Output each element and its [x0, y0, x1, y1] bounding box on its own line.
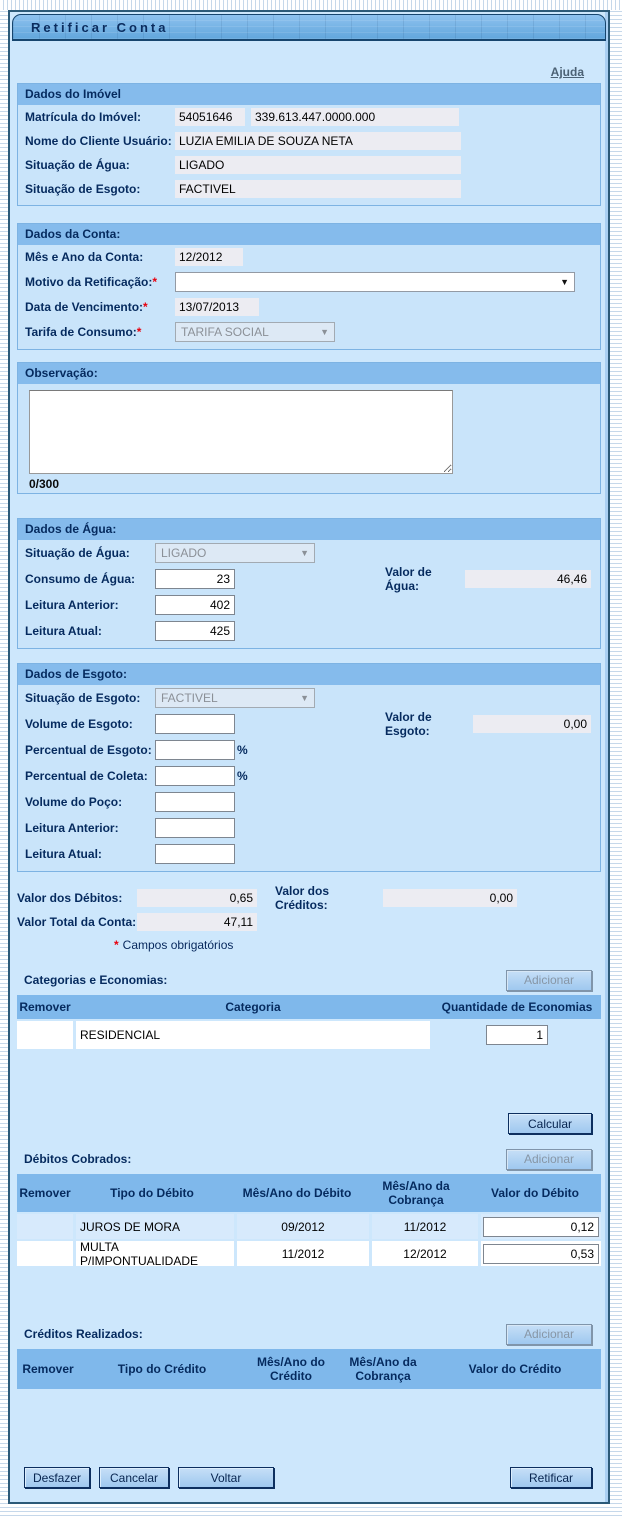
- agua-leitura-atual-label: Leitura Atual:: [25, 624, 102, 638]
- categoria-quantidade-cell: [433, 1021, 601, 1049]
- categorias-header-quantidade: Quantidade de Economias: [441, 1000, 593, 1014]
- section-dados-agua-title: Dados de Água:: [18, 519, 600, 540]
- esgoto-leitura-anterior-input[interactable]: [155, 818, 235, 838]
- section-dados-imovel: [17, 83, 601, 206]
- esgoto-situacao-selected: FACTIVEL: [161, 691, 218, 705]
- mes-ano-conta-row: [18, 245, 600, 269]
- categorias-header-remover: Remover: [19, 1000, 71, 1014]
- valor-total-value: 47,11: [137, 913, 257, 931]
- valor-debitos-value: 0,65: [137, 889, 257, 907]
- valor-creditos-label: Valor dos Créditos:: [275, 884, 330, 912]
- creditos-bar: [10, 1322, 608, 1346]
- agua-situacao-selected: LIGADO: [161, 546, 207, 560]
- debito-tipo-cell: MULTA P/IMPONTUALIDADE: [76, 1241, 234, 1266]
- categoria-remover-cell[interactable]: [17, 1021, 73, 1049]
- debitos-table-row: [17, 1214, 601, 1239]
- cliente-value: LUZIA EMILIA DE SOUZA NETA: [175, 132, 461, 150]
- debito-remover-cell[interactable]: [17, 1241, 73, 1266]
- percentual-coleta-input[interactable]: [155, 766, 235, 786]
- categorias-bar: [10, 968, 608, 992]
- consumo-agua-label: Consumo de Água:: [25, 572, 135, 586]
- page-title: Retificar Conta: [31, 19, 169, 35]
- debito-mes-cobranca-cell: 11/2012: [372, 1214, 478, 1239]
- agua-leitura-anterior-input[interactable]: [155, 595, 235, 615]
- matricula-row: [18, 105, 600, 129]
- valor-debito-input[interactable]: [483, 1217, 599, 1237]
- campos-obrigatorios-note: [10, 934, 608, 956]
- categorias-table-header: [17, 995, 601, 1019]
- categorias-label: Categorias e Economias:: [24, 973, 168, 987]
- percentual-coleta-row: [18, 763, 600, 789]
- categoria-nome-cell: RESIDENCIAL: [76, 1021, 430, 1049]
- agua-situacao-select: [155, 543, 315, 563]
- creditos-header-valor: Valor do Crédito: [468, 1362, 562, 1376]
- section-dados-esgoto: [17, 663, 601, 872]
- section-dados-conta-title: Dados da Conta:: [18, 224, 600, 245]
- tarifa-consumo-label: Tarifa de Consumo:*: [25, 325, 142, 339]
- desfazer-button[interactable]: Desfazer: [24, 1467, 90, 1488]
- motivo-retificacao-select[interactable]: [175, 272, 575, 292]
- observacao-textarea[interactable]: [29, 390, 453, 474]
- required-marker: *: [136, 325, 142, 339]
- quantidade-economias-input[interactable]: [486, 1025, 548, 1045]
- mes-ano-conta-label: Mês e Ano da Conta:: [25, 250, 144, 264]
- motivo-retificacao-row: [18, 269, 600, 295]
- tarifa-consumo-selected: TARIFA SOCIAL: [181, 325, 269, 339]
- observacao-counter: 0/300: [29, 477, 60, 491]
- volume-poco-row: [18, 789, 600, 815]
- creditos-label: Créditos Realizados:: [24, 1327, 143, 1341]
- debitos-bar: [10, 1147, 608, 1171]
- section-dados-conta: [17, 223, 601, 350]
- debitos-header-tipo: Tipo do Débito: [110, 1186, 194, 1200]
- esgoto-situacao-row: [18, 685, 600, 711]
- situacao-agua-row: [18, 153, 600, 177]
- adicionar-categoria-button[interactable]: Adicionar: [506, 970, 592, 991]
- agua-leitura-atual-input[interactable]: [155, 621, 235, 641]
- agua-situacao-row: [18, 540, 600, 566]
- required-marker: *: [143, 300, 148, 314]
- percent-suffix: %: [237, 743, 248, 757]
- volume-poco-input[interactable]: [155, 792, 235, 812]
- required-marker: *: [114, 938, 119, 952]
- percentual-coleta-label: Percentual de Coleta:: [25, 769, 148, 783]
- debitos-header-remover: Remover: [19, 1186, 71, 1200]
- matricula-label: Matrícula do Imóvel:: [25, 110, 142, 124]
- debitos-table-header: [17, 1174, 601, 1212]
- creditos-header-mes-cobranca: Mês/Ano da Cobrança: [349, 1355, 417, 1383]
- esgoto-situacao-label: Situação de Esgoto:: [25, 691, 141, 705]
- situacao-agua-value: LIGADO: [175, 156, 461, 174]
- categorias-header-categoria: Categoria: [225, 1000, 281, 1014]
- volume-poco-label: Volume do Poço:: [25, 795, 123, 809]
- consumo-agua-input[interactable]: [155, 569, 235, 589]
- valor-debitos-label: Valor dos Débitos:: [17, 891, 123, 905]
- adicionar-credito-button[interactable]: Adicionar: [506, 1324, 592, 1345]
- valor-total-row: [10, 910, 608, 934]
- chevron-down-icon: ▼: [300, 693, 309, 703]
- debitos-header-mes-debito: Mês/Ano do Débito: [242, 1186, 352, 1200]
- agua-situacao-label: Situação de Água:: [25, 546, 130, 560]
- section-dados-agua: [17, 518, 601, 649]
- creditos-header-mes-credito: Mês/Ano do Crédito: [257, 1355, 325, 1383]
- debito-mes-debito-cell: 11/2012: [237, 1241, 369, 1266]
- chevron-down-icon: ▼: [300, 548, 309, 558]
- tarifa-consumo-select: [175, 322, 335, 342]
- chevron-down-icon: ▼: [320, 327, 329, 337]
- retificar-button[interactable]: Retificar: [510, 1467, 592, 1488]
- adicionar-debito-button[interactable]: Adicionar: [506, 1149, 592, 1170]
- creditos-header-tipo: Tipo do Crédito: [117, 1362, 207, 1376]
- esgoto-leitura-anterior-row: [18, 815, 600, 841]
- debito-mes-debito-cell: 09/2012: [237, 1214, 369, 1239]
- consumo-agua-row: [18, 566, 600, 592]
- esgoto-situacao-select: [155, 688, 315, 708]
- agua-leitura-atual-row: [18, 618, 600, 644]
- valor-esgoto-value: 0,00: [473, 715, 591, 733]
- required-marker: *: [152, 275, 158, 289]
- percent-suffix: %: [237, 769, 248, 783]
- valor-creditos-value: 0,00: [383, 889, 517, 907]
- section-observacao-title: Observação:: [18, 363, 600, 384]
- situacao-esgoto-value: FACTIVEL: [175, 180, 461, 198]
- data-vencimento-row: [18, 295, 600, 319]
- creditos-header-remover: Remover: [22, 1362, 74, 1376]
- percentual-esgoto-label: Percentual de Esgoto:: [25, 743, 152, 757]
- footer-buttons: [10, 1467, 608, 1502]
- percentual-esgoto-input[interactable]: [155, 740, 235, 760]
- data-vencimento-value: 13/07/2013: [175, 298, 259, 316]
- cancelar-button[interactable]: Cancelar: [99, 1467, 169, 1488]
- volume-esgoto-input[interactable]: [155, 714, 235, 734]
- retificar-conta-panel: [8, 10, 610, 1504]
- cliente-label: Nome do Cliente Usuário:: [25, 134, 172, 148]
- valor-debito-input[interactable]: [483, 1244, 599, 1264]
- situacao-esgoto-label: Situação de Esgoto:: [25, 182, 141, 196]
- volume-esgoto-row: [18, 711, 600, 737]
- agua-leitura-anterior-label: Leitura Anterior:: [25, 598, 119, 612]
- creditos-table-header: [17, 1349, 601, 1389]
- valor-total-label: Valor Total da Conta:: [17, 915, 137, 929]
- section-observacao: [17, 362, 601, 494]
- inscricao-value: 339.613.447.0000.000: [251, 108, 459, 126]
- debitos-header-valor: Valor do Débito: [490, 1186, 579, 1200]
- chevron-down-icon: ▼: [560, 277, 569, 287]
- help-row: [10, 41, 608, 83]
- esgoto-leitura-anterior-label: Leitura Anterior:: [25, 821, 119, 835]
- motivo-retificacao-label: Motivo da Retificação:*: [25, 275, 158, 289]
- agua-leitura-anterior-row: [18, 592, 600, 618]
- situacao-esgoto-row: [18, 177, 600, 201]
- debito-valor-cell: [481, 1214, 601, 1239]
- voltar-button[interactable]: Voltar: [178, 1467, 274, 1488]
- section-dados-esgoto-title: Dados de Esgoto:: [18, 664, 600, 685]
- categorias-table-row: [17, 1021, 601, 1049]
- debitos-table-row: [17, 1241, 601, 1266]
- cliente-row: [18, 129, 600, 153]
- data-vencimento-label: Data de Vencimento:*: [25, 300, 148, 314]
- esgoto-leitura-atual-row: [18, 841, 600, 867]
- frame-top-stripe: [0, 0, 622, 10]
- situacao-agua-label: Situação de Água:: [25, 158, 130, 172]
- debito-tipo-cell: JUROS DE MORA: [76, 1214, 234, 1239]
- debito-mes-cobranca-cell: 12/2012: [372, 1241, 478, 1266]
- debitos-label: Débitos Cobrados:: [24, 1152, 132, 1166]
- calcular-row: [10, 1113, 608, 1135]
- valores-row: [10, 886, 608, 910]
- section-dados-imovel-title: Dados do Imóvel: [18, 84, 600, 105]
- debitos-header-mes-cobranca: Mês/Ano da Cobrança: [382, 1179, 450, 1207]
- page-title-bar: [12, 14, 606, 41]
- help-link[interactable]: Ajuda: [550, 65, 584, 79]
- mes-ano-conta-value: 12/2012: [175, 248, 243, 266]
- debito-valor-cell: [481, 1241, 601, 1266]
- volume-esgoto-label: Volume de Esgoto:: [25, 717, 133, 731]
- esgoto-leitura-atual-input[interactable]: [155, 844, 235, 864]
- percentual-esgoto-row: [18, 737, 600, 763]
- calcular-button[interactable]: Calcular: [508, 1113, 592, 1134]
- tarifa-consumo-row: [18, 319, 600, 345]
- valor-esgoto-label: Valor de Esgoto:: [385, 710, 432, 738]
- debito-remover-cell[interactable]: [17, 1214, 73, 1239]
- required-note-text: Campos obrigatórios: [122, 938, 234, 952]
- matricula-value: 54051646: [175, 108, 245, 126]
- valor-agua-label: Valor de Água:: [385, 565, 432, 593]
- esgoto-leitura-atual-label: Leitura Atual:: [25, 847, 102, 861]
- valor-agua-value: 46,46: [465, 570, 591, 588]
